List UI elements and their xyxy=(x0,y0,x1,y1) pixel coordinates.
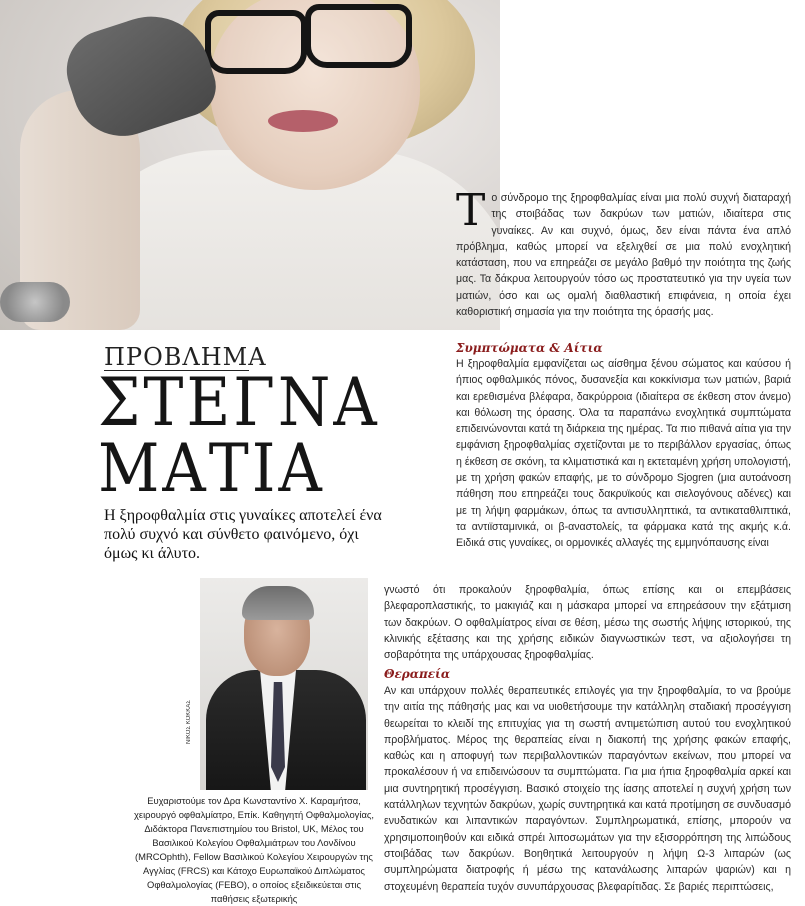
article-subtitle: Η ξηροφθαλμία στις γυναίκες αποτελεί ένα πολύ συχνό και σύνθετο φαινόμενο, όχι όμως κι άλυτο. xyxy=(104,507,382,562)
photo-lips xyxy=(268,110,338,132)
portrait-caption: Ευχαριστούμε τον Δρα Κωνσταντίνο Χ. Καραμήτσα, χειρουργό οφθαλμίατρο, Επίκ. Καθηγητή Οφθαλμολογίας, Διδάκτορα Πανεπιστημίου του Bristol, UK, Μέλος του Βασιλικού Κολεγίου Οφθαλμιάτρων του Λονδίνου (MRCOphth), Fellow Βασιλικού Κολεγίου Χειρουργών της Αγγλίας (FRCS) και Κάτοχο Ευρωπαϊκού Διπλώματος Οφθαλμολογίας (FEBO), ο οποίος εξειδικεύεται στις παθήσεις εξωτερικής xyxy=(134,795,374,904)
section-symptoms-text-b: γνωστό ότι προκαλούν ξηροφθαλμία, όπως επίσης και οι επεμβάσεις βλεφαροπλαστικής, το μακιγιάζ και η μάσκαρα μπορεί να επηρεάσουν την εξάτμιση των δακρύων. Ο οφθαλμίατρος είναι σε θέση, μέσω της σωστής λήψης ιστορικού, της κλινικής εξέτασης και της χρήσης ειδικών διαγνωστικών τεστ, να αξιολογήσει τη σοβαρότητα της υπάρχουσας ξηροφθαλμίας. xyxy=(384,584,791,662)
hero-photo xyxy=(0,0,500,330)
intro-paragraph xyxy=(456,185,791,320)
title-line-1: ΣΤΕΓΝΑ xyxy=(98,364,380,442)
article-title xyxy=(98,364,418,508)
section-treatment-text: Αν και υπάρχουν πολλές θεραπευτικές επιλογές για την ξηροφθαλμία, το να βρούμε την αιτία της πάθησής μας και να υιοθετήσουμε την κατάλληλη σταδιακή προσέγγιση θεωρείται το κλειδί της επιτυχίας για τη σωστή αντιμετώπιση αυτού του ενοχλητικού προβλήματος. Μέρος της θεραπείας είναι η διακοπή της χρήσης φακών επαφής, καθώς και η αποφυγή των περιβαλλοντικών παραγόντων εκείνων, που μπορεί να προκαλέσουν ή να επιδεινώσουν τα συμπτώματα. Για μια ήπια ξηροφθαλμία αρκεί και μια συντηρητική προσέγγιση. Βασικό στοιχείο της ίασης αποτελεί η συχνή χρήση των κατάλληλων τεχνητών δακρύων, χωρίς συντηρητικά και κατά προτίμηση σε συνδυασμό ενυδατικών και λιπαντικών παραγόντων. Συμπληρωματικά, επίσης, μπορούν να χρησιμοποιηθούν και ειδικά σπρέι λιποσωμάτων για την εξισορρόπηση της λιπώδους στοιβάδας των δακρύων. Βοηθητικά λειτουργούν η λήψη Ω-3 λιπαρών (ως συμπληρώματα διατροφής ή μέσω της κατανάλωσης λιπαρών ψαριών) και η στοχευμένη θεραπεία τυχόν συνυπάρχουσας βλεφαρίτιδας. Σε βαριές περιπτώσεις, xyxy=(384,685,791,893)
section-symptoms-text-a: Η ξηροφθαλμία εμφανίζεται ως αίσθημα ξένου σώματος και καύσου ή ήπιος οφθαλμικός πόνος, δυσανεξία και κοκκίνισμα των ματιών, βαριά και ερεθισμένα βλέφαρα, δακρύρροια (ιδιαίτερα σε έκθεση στον άνεμο) και θόλωση της όρασης. Όλα τα παραπάνω ενοχλητικά συμπτώματα επιδεινώνονται κατά τη διάρκεια της ημέρας. Τα πιο πιθανά αίτια για την εμφάνιση ξηροφθαλμίας σχετίζονται με το περιβάλλον εργασίας, όπως η έκθεση σε σκόνη, τα κλιματιστικά και η εκτεταμένη χρήση υπολογιστή, με τη χρήση φακών επαφής, με το σύνδρομο Sjogren (μια αυτοάνοση πάθηση που επηρεάζει τους δακρυϊκούς και σιελογόνους αδένες) και με τη λήψη φαρμάκων, όπως τα αντισυλληπτικά, τα αντικαταθλιπτικά, τα αντιϊσταμινικά, οι β-αναστολείς, τα φάρμακα κατά της ακμής κ.ά. Ειδικά στις γυναίκες, οι ορμονικές αλλαγές της εμμηνόπαυσης είναι xyxy=(456,358,792,550)
portrait-hair xyxy=(242,586,314,620)
drop-cap: Τ xyxy=(456,185,486,236)
title-line-2: ΜΑΤΙΑ xyxy=(98,430,325,508)
intro-text: ο σύνδρομο της ξηροφθαλμίας είναι μια πολύ συχνή διαταραχή της στοιβάδας των δακρύων των ματιών, ιδιαίτερα στις γυναίκες. Αν και συχνό, όμως, δεν είναι πάντα ένα απλό πρόβλημα, καθώς μπορεί να εξελιχθεί σε μια πολύ ενοχλητική κατάσταση, που να επηρεάζει σε μεγάλο βαθμό την ποιότητα της ζωής μας. Τα δάκρυα λειτουργούν τόσο ως προστατευτικό για την υγεία των ματιών, όσο και ως ομαλή διαθλαστική επιφάνεια, η οποία έχει καθοριστική σημασία για την ποιότητα της όρασής μας. xyxy=(456,192,791,319)
category-label: ΠΡΟΒΛΗΜΑ xyxy=(104,343,267,371)
photo-bracelet xyxy=(0,282,70,322)
section-heading-treatment: Θεραπεία xyxy=(384,667,451,681)
section-heading-symptoms: Συμπτώματα & Αίτια xyxy=(456,341,603,355)
doctor-portrait xyxy=(200,578,368,790)
glasses-right-lens xyxy=(305,4,412,68)
glasses-left-lens xyxy=(205,10,307,74)
photo-credit: ΝΙΚΟΣ ΚΟΚΚΑΣ xyxy=(186,700,192,745)
